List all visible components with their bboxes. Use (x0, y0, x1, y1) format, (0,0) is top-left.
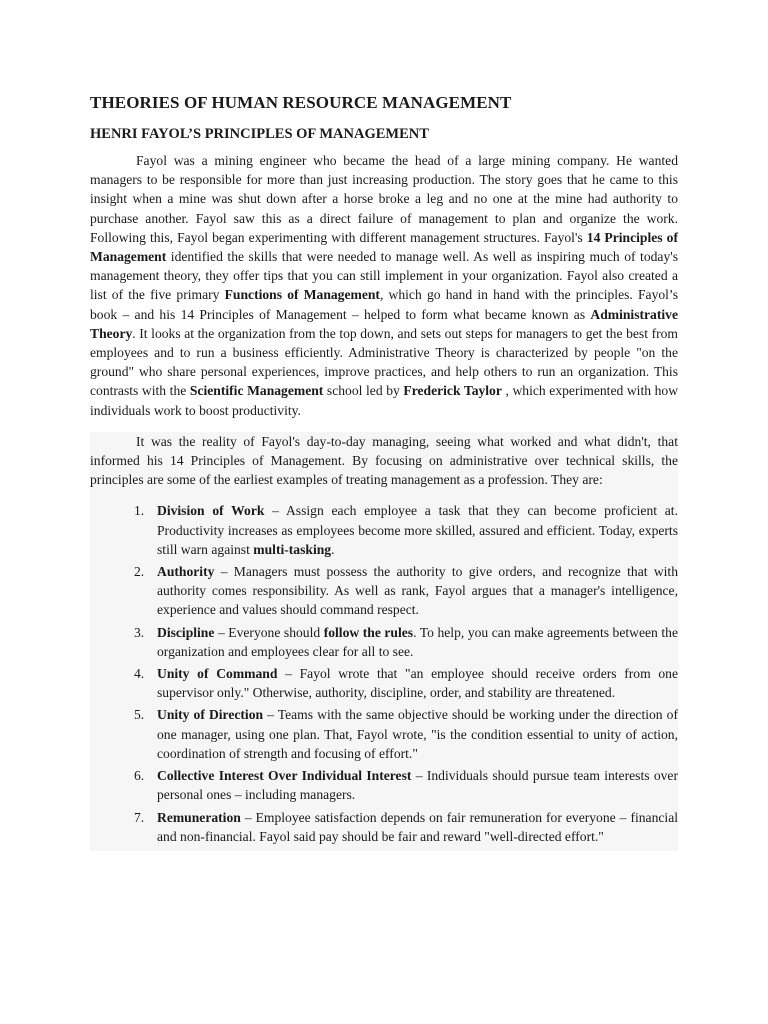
bold-term: multi-tasking (253, 541, 332, 557)
bold-term: Functions of Management (224, 287, 380, 303)
text-run: , which experimented with how individuals work to boost productivity. (90, 383, 679, 418)
list-number: 4. (134, 666, 145, 682)
principle-term: Collective Interest Over Individual Interest (157, 768, 412, 784)
list-item (134, 808, 678, 846)
principle-text: – Managers must possess the authority to give orders, and recognize that with authority comes responsibility. As well as rank, Fayol argues that a manager's intelligence, experience and values should command respect. (157, 564, 678, 618)
principle-text: – Individuals should pursue team interests over personal ones – including managers. (157, 768, 678, 803)
list-number: 1. (134, 503, 145, 519)
bold-term: Scientific Management (189, 383, 324, 399)
principle-text: – Teams with the same objective should be working under the direction of one manager, using one plan. That, Fayol wrote, "is the condition essential to unity of action, coordination of strength and focusing of effort." (157, 707, 678, 761)
principle-term: Discipline (157, 624, 215, 640)
principle-text: – Employee satisfaction depends on fair remuneration for everyone – financial and non-financial. Fayol said pay should be fair and reward "well-directed effort." (157, 809, 678, 844)
text-run: . It looks at the organization from the top down, and sets out steps for managers to get the best from employees and to run a business efficiently. Administrative Theory is characterized by people "on the ground" who share personal experiences, improve practices, and help others to run an organization. This contrasts with the (90, 325, 678, 399)
principle-text: . (331, 541, 335, 557)
section-heading: HENRI FAYOL’S PRINCIPLES OF MANAGEMENT (90, 126, 429, 142)
list-number: 3. (134, 624, 145, 640)
bold-term: Administrative Theory (90, 306, 678, 341)
principle-term: Remuneration (157, 809, 241, 825)
principle-term: Unity of Command (157, 666, 278, 682)
principle-term: Authority (157, 564, 215, 580)
principle-text: – Fayol wrote that "an employee should receive orders from one supervisor only." Otherwise, authority, discipline, order, and stability are threatened. (157, 666, 679, 701)
list-number: 5. (134, 707, 145, 723)
principle-text: . To help, you can make agreements between the organization and employees clear for all to see. (157, 624, 678, 659)
list-item (134, 705, 678, 763)
list-item (134, 562, 678, 620)
bold-term: follow the rules (323, 624, 414, 640)
principle-term: Division of Work (157, 503, 265, 519)
text-run: identified the skills that were needed to manage well. As well as inspiring much of today's management theory, they offer tips that you can still implement in your organization. Fayol also created a list of the five primary (90, 249, 678, 303)
document-page (90, 92, 678, 851)
bold-term: Frederick Taylor (403, 383, 502, 399)
text-run: school led by (323, 383, 404, 399)
second-paragraph: It was the reality of Fayol's day-to-day managing, seeing what worked and what didn't, that informed his 14 Principles of Management. By focusing on administrative over technical skills, the principles are some of the earliest examples of treating management as a profession. They are: (90, 432, 678, 490)
bold-term: 14 Principles of Management (90, 229, 678, 265)
document-title: THEORIES OF HUMAN RESOURCE MANAGEMENT (90, 93, 512, 112)
principle-term: Unity of Direction (157, 707, 264, 723)
list-number: 6. (134, 768, 145, 784)
text-run: , which go hand in hand with the principles. Fayol’s book – and his 14 Principles of Management – helped to form what became known as (90, 287, 679, 322)
list-item (134, 623, 678, 661)
text-run: Fayol was a mining engineer who became the head of a large mining company. He wanted managers to be responsible for more than just increasing production. The story goes that he came to this insight when a mine was shut down after a horse broke a leg and no one at the mine had authority to purchase another. Fayol saw this as a direct failure of management to plan and organize the work. Following this, Fayol began experimenting with different management structures. Fayol's (90, 153, 678, 245)
list-number: 2. (134, 564, 145, 580)
list-item (134, 664, 679, 702)
intro-paragraph (90, 151, 678, 420)
principle-text: – Everyone should (214, 624, 324, 640)
list-item (134, 501, 678, 559)
list-item (134, 766, 678, 804)
principle-text: – Assign each employee a task that they can become proficient at. Productivity increases as employees become more skilled, assured and efficient. Today, experts still warn against (157, 503, 678, 557)
principles-list (90, 489, 678, 850)
list-number: 7. (134, 809, 145, 825)
